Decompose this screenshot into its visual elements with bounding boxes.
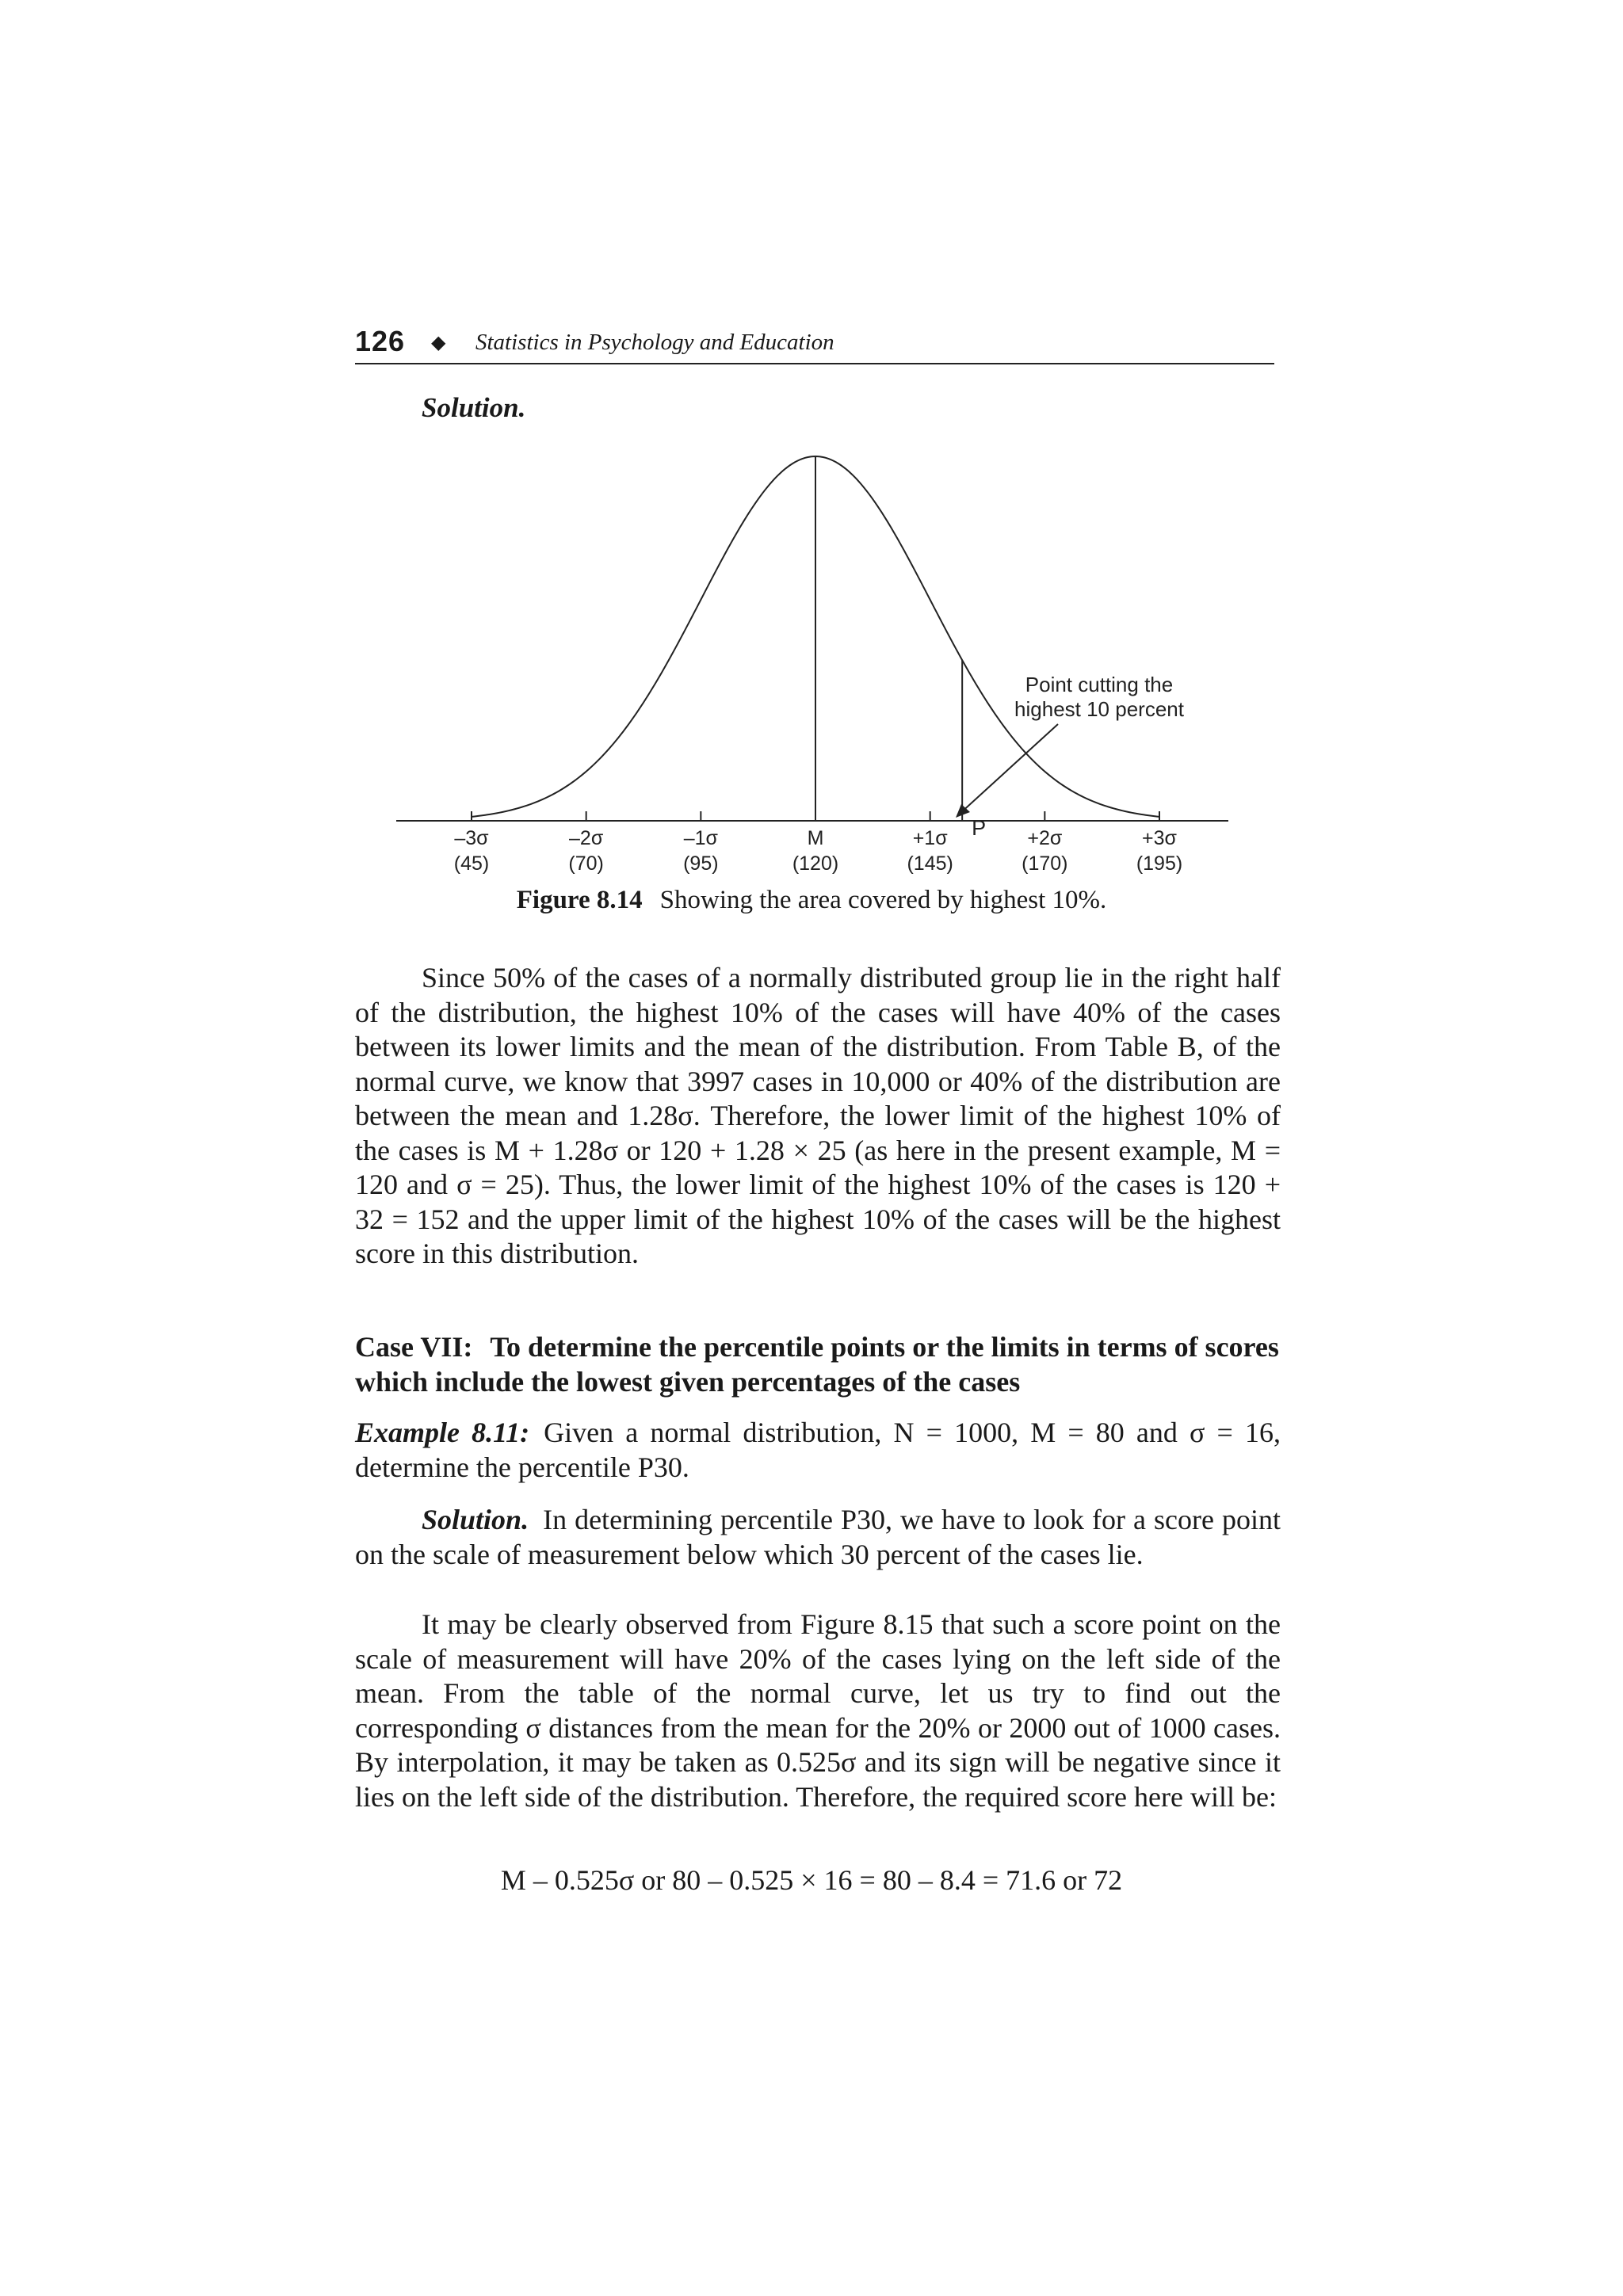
example-paragraph [355,1416,1281,1485]
normal-curve-chart [380,444,1252,935]
tick-label-score: (45) [453,852,490,875]
header-rule [355,363,1274,364]
final-equation: M – 0.525σ or 80 – 0.525 × 16 = 80 – 8.4 = 71.6 or 72 [500,1864,1123,1896]
figure-normal-curve [380,444,1252,935]
tick-label-score: (120) [792,852,839,875]
solution-heading: Solution. [422,392,526,423]
figure-caption [0,886,1623,915]
diamond-icon: ◆ [431,333,446,353]
solution-text: In determining percentile P30, we have to look for a score point on the scale of measurement below which 30 percent of the cases lie. [355,1504,1281,1570]
solution-paragraph [355,1503,1281,1572]
tick-label-sigma: –1σ [683,827,718,849]
tick-label-score: (95) [683,852,719,875]
case-heading [355,1329,1281,1399]
solution-label: Solution. [422,1504,529,1535]
tick-label-sigma: +3σ [1142,827,1177,849]
tick-label-sigma: +1σ [912,827,948,849]
page-number: 126 [355,325,406,357]
tick-label-sigma: M [807,827,824,849]
tick-label-score: (195) [1136,852,1183,875]
running-header [355,320,1274,364]
example-label: Example 8.11: [355,1417,530,1448]
example-text: Given a normal distribution, N = 1000, M = 80 and σ = 16, determine the percentile P30. [355,1417,1281,1483]
p-marker-label: P [972,816,987,840]
book-title: Statistics in Psychology and Education [475,330,834,355]
tick-label-sigma: +2σ [1027,827,1063,849]
callout-line-1: Point cutting the [1025,673,1174,696]
case-label: Case VII: [355,1331,473,1363]
paragraph-1: Since 50% of the cases of a normally distributed group lie in the right half of the distribution, the highest 10% of the cases will have 40% of the cases between its lower limits and the mean of the distribution. From Table B, of the normal curve, we know that 3997 cases in 10,000 or 40% of the distribution are between the mean and 1.28σ. Therefore, the lower limit of the highest 10% of the cases is M + 1.28σ or 120 + 1.28 × 25 (as here in the present example, M = 120 and σ = 25). Thus, the lower limit of the highest 10% of the cases is 120 + 32 = 152 and the upper limit of the highest 10% of the cases will be the highest score in this distribution. [355,962,1281,1269]
callout-line-2: highest 10 percent [1014,697,1184,721]
caption-text: Showing the area covered by highest 10%. [659,886,1107,914]
caption-label: Figure 8.14 [516,886,643,914]
tick-label-sigma: –2σ [569,827,604,849]
tick-label-score: (170) [1022,852,1068,875]
tick-label-sigma: –3σ [454,827,489,849]
tick-label-score: (145) [907,852,953,875]
case-text: To determine the percentile points or the limits in terms of scores which include the lowest given percentages of the cases [355,1331,1279,1398]
paragraph-4: It may be clearly observed from Figure 8.15 that such a score point on the scale of measurement will have 20% of the cases lying on the left side of the mean. From the table of the normal curve, let us try to find out the corresponding σ distances from the mean for the 20% or 2000 out of 1000 cases. By interpolation, it may be taken as 0.525σ and its sign will be negative since it lies on the left side of the distribution. Therefore, the required score here will be: [355,1608,1281,1813]
tick-label-score: (70) [568,852,604,875]
